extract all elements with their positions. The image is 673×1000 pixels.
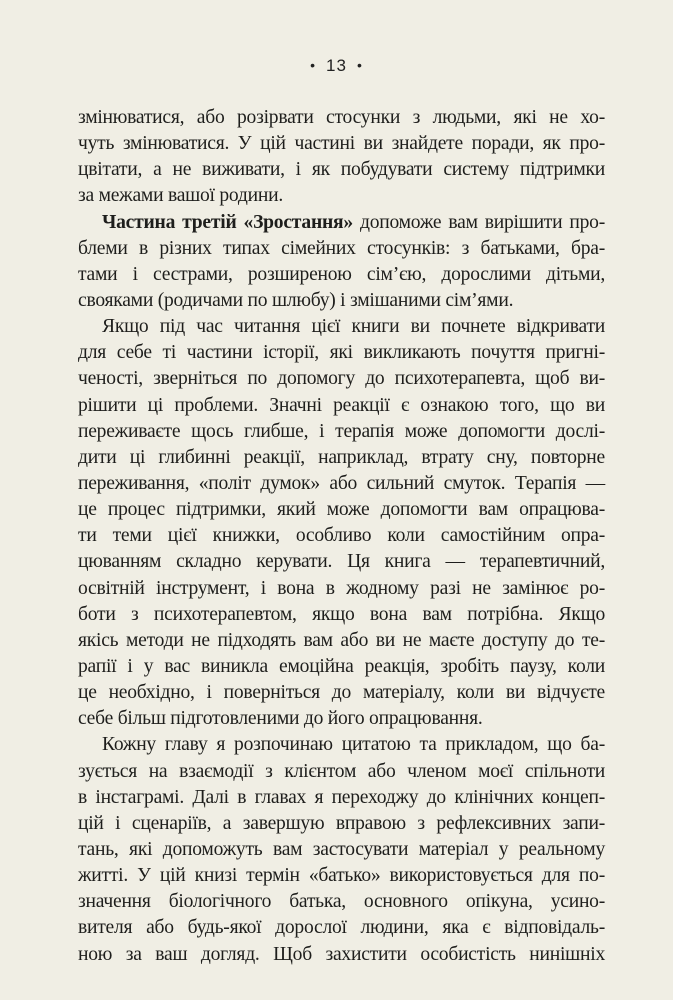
text-line: рішити ці проблеми. Значні реакції є ознакою того, що ви [78,394,605,416]
text-line: дити ці глибинні реакції, наприклад, втрату сну, повторне [78,446,605,468]
text-line: боти з психотерапевтом, якщо вона вам потрібна. Якщо [78,603,605,625]
text-line: ною за ваш догляд. Щоб захистити особистість нинішніх [78,943,605,965]
text-line: якісь методи не підходять вам або ви не маєте доступу до те- [78,629,605,651]
text-line: рапії і у вас виникла емоційна реакція, зробіть паузу, коли [78,655,605,677]
text-line: значення біологічного батька, основного опікуна, усино- [78,891,605,913]
text-line: житті. У цій книзі термін «батько» використовується для по- [78,865,605,887]
text-line: блеми в різних типах сімейних стосунків: з батьками, бра- [78,237,605,259]
text-line: тань, які допоможуть вам застосувати матеріал у реальному [78,838,605,860]
text-line: вителя або будь-якої дорослої людини, яка є відповідаль- [78,917,605,939]
text-line: тами і сестрами, розширеною сім’єю, дорослими дітьми, [78,263,605,285]
text-line: Якщо під час читання цієї книги ви почнете відкривати [102,316,605,338]
text-line: це необхідно, і поверніться до матеріалу, коли ви відчуєте [78,682,605,704]
body-text [78,105,605,968]
text-line: Кожну главу я розпочинаю цитатою та прикладом, що ба- [102,734,605,756]
text-line: себе більш підготовленими до його опрацювання. [78,708,483,730]
bullet-icon: • [310,57,317,73]
text-line: цій і сценаріїв, а завершую вправою з рефлексивних запи- [78,812,605,834]
text-line: свояками (родичами по шлюбу) і змішаними сім’ями. [78,289,514,311]
text-line: переживання, «політ думок» або сильний смуток. Терапія — [78,472,605,494]
page-number [0,56,673,76]
text-line: ти теми цієї книжки, особливо коли самостійним опра- [78,525,605,547]
text-line: це процес підтримки, який може допомогти вам опрацюва- [78,499,605,521]
text-line: змінюватися, або розірвати стосунки з людьми, які не хо- [78,107,605,128]
text-line: зується на взаємодії з клієнтом або членом моєї спільноти [78,760,605,782]
bullet-icon: • [356,57,363,73]
text-line: чуть змінюватися. У цій частині ви знайдете поради, як про- [78,133,605,155]
text-line [78,210,605,236]
text-line: за межами вашої родини. [78,185,283,207]
text-line: цвітати, а не виживати, і як побудувати систему підтримки [78,159,605,181]
text-line: цюванням складно керувати. Ця книга — терапевтичний, [78,551,605,573]
text-line: для себе ті частини історії, які викликають почуття пригні- [78,342,605,364]
text-line-rest: допоможе вам вирішити про- [352,211,605,233]
text-line: ченості, зверніться по допомогу до психотерапевта, щоб ви- [78,368,605,390]
text-line: в інстаграмі. Далі в главах я переходжу до клінічних концеп- [78,786,605,808]
page-number-text: 13 [326,56,347,75]
text-line: переживаєте щось глибше, і терапія може допомогти дослі- [78,420,605,442]
text-line: освітній інструмент, і вона в жодному разі не замінює ро- [78,577,605,599]
section-title-bold: Частина третій «Зростання» [102,211,353,233]
